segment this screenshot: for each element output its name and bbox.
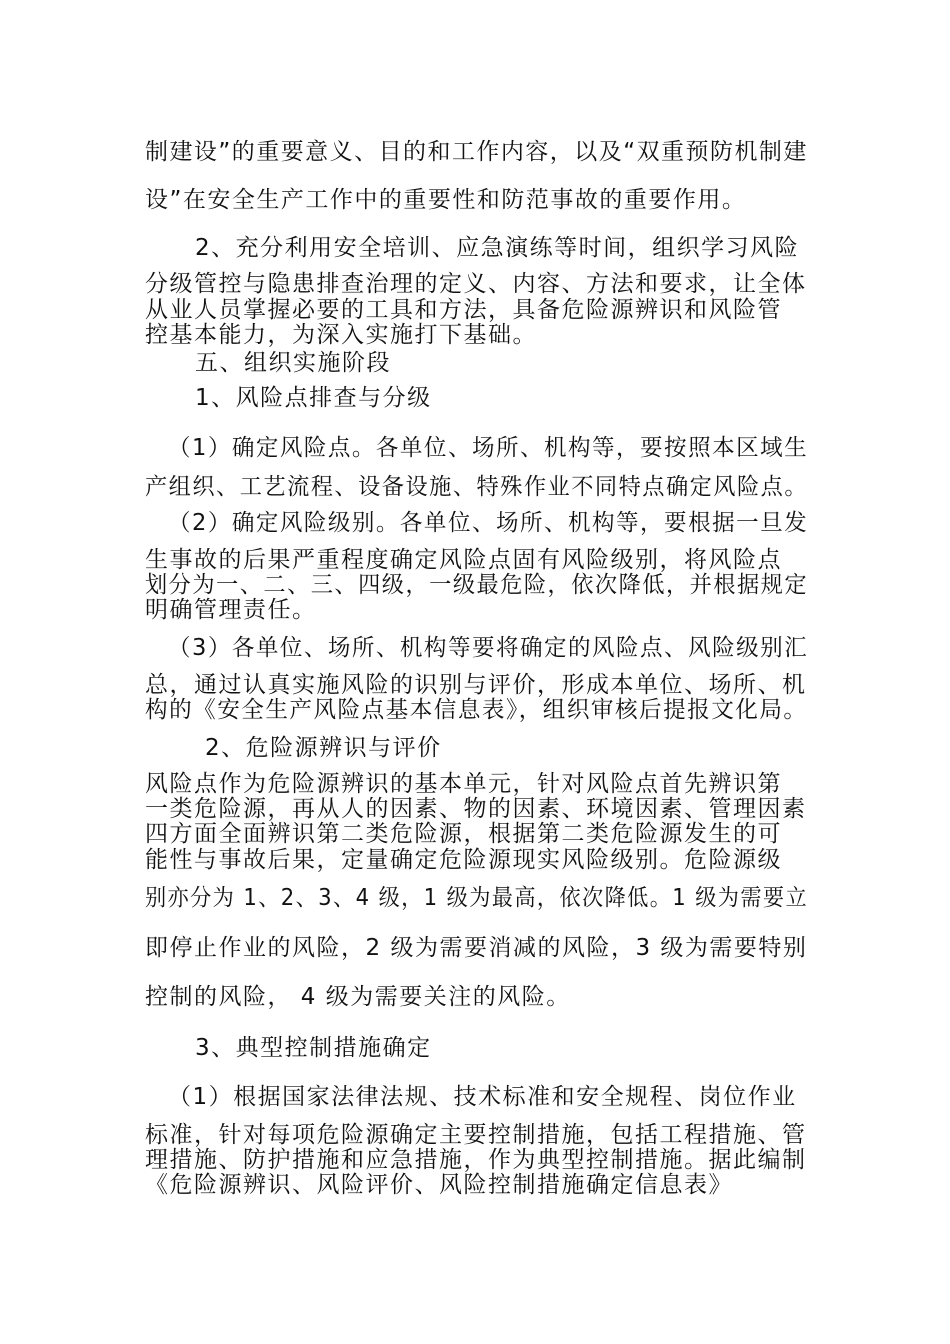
text-line: 生事故的后果严重程度确定风险点固有风险级别，将风险点 (145, 547, 782, 573)
text-line: 构的《安全生产风险点基本信息表》，组织审核后提报文化局。 (145, 697, 808, 723)
text-line: 总，通过认真实施风险的识别与评价，形成本单位、场所、机 (145, 672, 807, 698)
text-line: 风险点作为危险源辨识的基本单元，针对风险点首先辨识第 (145, 771, 782, 797)
text-line: 控制的风险， 4 级为需要关注的风险。 (145, 984, 571, 1010)
text-line: 制建设”的重要意义、目的和工作内容，以及“双重预防机制建 (145, 139, 808, 165)
text-line: 分级管控与隐患排查治理的定义、内容、方法和要求，让全体 (145, 271, 807, 297)
text-line: 四方面全面辨识第二类危险源，根据第二类危险源发生的可 (145, 821, 782, 847)
text-line: 划分为一、二、三、四级，一级最危险，依次降低，并根据规定 (145, 572, 809, 598)
subsection-heading: 2、危险源辨识与评价 (205, 735, 442, 761)
subsection-heading: 1、风险点排查与分级 (195, 385, 432, 411)
text-line: 2、充分利用安全培训、应急演练等时间，组织学习风险 (195, 235, 800, 261)
text-line: 别亦分为 1、2、3、4 级，1 级为最高，依次降低。1 级为需要立 (145, 885, 809, 911)
text-line: 理措施、防护措施和应急措施，作为典型控制措施。据此编制 (145, 1147, 807, 1173)
subsection-heading: 3、典型控制措施确定 (195, 1035, 432, 1061)
text-line: 即停止作业的风险，2 级为需要消减的风险，3 级为需要特别 (145, 935, 808, 961)
text-line: 产组织、工艺流程、设备设施、特殊作业不同特点确定风险点。 (145, 474, 809, 500)
text-line: （1）确定风险点。各单位、场所、机构等，要按照本区域生 (168, 435, 809, 461)
text-line: 标准，针对每项危险源确定主要控制措施，包括工程措施、管 (145, 1122, 807, 1148)
section-heading: 五、组织实施阶段 (195, 350, 391, 376)
text-line: （1）根据国家法律法规、技术标准和安全规程、岗位作业 (168, 1084, 797, 1110)
text-line: 控基本能力，为深入实施打下基础。 (145, 322, 537, 348)
text-line: 一类危险源，再从人的因素、物的因素、环境因素、管理因素 (145, 796, 807, 822)
text-line: 能性与事故后果，定量确定危险源现实风险级别。危险源级 (145, 847, 782, 873)
text-line: 从业人员掌握必要的工具和方法，具备危险源辨识和风险管 (145, 297, 782, 323)
text-line: 《危险源辨识、风险评价、风险控制措施确定信息表》 (145, 1172, 733, 1198)
text-line: 设”在安全生产工作中的重要性和防范事故的重要作用。 (145, 187, 747, 213)
text-line: （3）各单位、场所、机构等要将确定的风险点、风险级别汇 (168, 635, 809, 661)
text-line: （2）确定风险级别。各单位、场所、机构等，要根据一旦发 (168, 510, 809, 536)
text-line: 明确管理责任。 (145, 597, 317, 623)
